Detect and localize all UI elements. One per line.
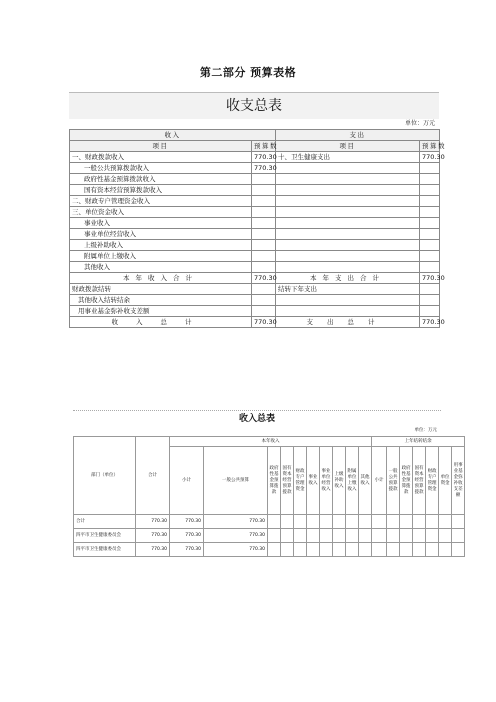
current-year-group: 本年收入 [170, 437, 372, 447]
income-summary-table [73, 410, 463, 552]
total-income-value: 770.30 [252, 317, 276, 328]
empty-cell [307, 529, 320, 543]
empty-cell [346, 543, 359, 557]
income-item-header: 项目 [70, 141, 252, 152]
general-cell: 770.30 [204, 529, 268, 543]
header-row-1 [70, 130, 440, 141]
prior-biz-fund-header: 用事业基金弥补收支差额 [452, 447, 465, 515]
expense-item [276, 240, 420, 251]
empty-cell [426, 529, 439, 543]
expense-item-header: 项目 [276, 141, 420, 152]
expense-item [276, 207, 420, 218]
expense-item [276, 196, 420, 207]
income-value [252, 196, 276, 207]
empty-cell [346, 515, 359, 529]
header-row-1 [74, 437, 465, 447]
total-cell: 770.30 [136, 529, 170, 543]
empty-cell [281, 529, 294, 543]
income-item: 事业单位经营收入 [70, 229, 252, 240]
expense-value [420, 229, 440, 240]
year-income-label: 本年收入合计 [70, 273, 252, 284]
prior-state-capital-header: 国有资本经营预算拨款 [413, 447, 426, 515]
empty-cell [426, 543, 439, 557]
table-row [70, 152, 440, 163]
total-cell: 770.30 [136, 543, 170, 557]
empty-cell [439, 515, 452, 529]
income-item: 附属单位上缴收入 [70, 251, 252, 262]
expense-value [420, 251, 440, 262]
total-cell: 770.30 [136, 515, 170, 529]
expense-item [276, 174, 420, 185]
expense-value [420, 174, 440, 185]
carry-in-1: 财政拨款结转 [70, 284, 252, 295]
income-item: 三、单位资金收入 [70, 207, 252, 218]
empty-cell [439, 529, 452, 543]
empty-cell [359, 543, 372, 557]
prior-general-header: 一般公共预算拨款 [387, 447, 400, 515]
table-row [70, 218, 440, 229]
empty-cell [372, 529, 387, 543]
carry-in-2: 其他收入结转结余 [70, 295, 252, 306]
carry-in-3: 用事业基金弥补收支差额 [70, 306, 252, 317]
empty-cell [268, 529, 281, 543]
fiscal-account-header: 财政专户管理资金 [294, 447, 307, 515]
table-row [74, 515, 465, 529]
budget-summary-table [69, 92, 446, 358]
general-budget-header: 一般公共预算 [204, 447, 268, 515]
empty-cell [320, 515, 333, 529]
empty-cell [359, 529, 372, 543]
table-row [70, 284, 440, 295]
empty-cell [413, 529, 426, 543]
expense-header: 支出 [276, 130, 440, 141]
income-value [252, 229, 276, 240]
table-row [70, 229, 440, 240]
prior-gov-fund-header: 政府性基金预算拨款 [400, 447, 413, 515]
income-value [252, 207, 276, 218]
income-value [252, 262, 276, 273]
table-row [70, 207, 440, 218]
table-row [70, 240, 440, 251]
income-item: 其他收入 [70, 262, 252, 273]
unit-label: 单位：万元 [414, 428, 437, 433]
empty-cell [452, 543, 465, 557]
table-row [70, 295, 440, 306]
income-value [252, 185, 276, 196]
table-title: 收入总表 [73, 410, 441, 427]
prior-fiscal-header: 财政专户管理资金 [426, 447, 439, 515]
expense-item [276, 251, 420, 262]
expense-value [420, 196, 440, 207]
table-title: 收支总表 [69, 92, 439, 119]
year-expense-label: 本年支出合计 [276, 273, 420, 284]
empty-cell [439, 543, 452, 557]
empty-cell [281, 543, 294, 557]
table-row [70, 262, 440, 273]
affiliate-header: 附属单位上缴收入 [346, 447, 359, 515]
dept-header: 部门（单位） [74, 437, 136, 515]
expense-value [420, 163, 440, 174]
business-op-header: 事业单位经营收入 [320, 447, 333, 515]
empty-cell [320, 543, 333, 557]
total-header: 合计 [136, 437, 170, 515]
empty-cell [320, 529, 333, 543]
expense-value [420, 185, 440, 196]
subtotal-cell: 770.30 [170, 515, 204, 529]
subtotal-cell: 770.30 [170, 543, 204, 557]
gov-fund-header: 政府性基金预算拨款 [268, 447, 281, 515]
subtotal-cell: 770.30 [170, 529, 204, 543]
income-header: 收入 [70, 130, 276, 141]
empty-cell [400, 515, 413, 529]
table-row [70, 196, 440, 207]
empty-cell [333, 543, 346, 557]
income-value: 770.30 [252, 163, 276, 174]
expense-budget-header: 预算数 [420, 141, 440, 152]
income-item: 一、财政拨款收入 [70, 152, 252, 163]
expense-item [276, 262, 420, 273]
empty-cell [387, 515, 400, 529]
empty-cell [387, 529, 400, 543]
empty-cell [333, 529, 346, 543]
expense-value [420, 262, 440, 273]
year-total-row [70, 273, 440, 284]
income-item: 国有资本经营预算拨款收入 [70, 185, 252, 196]
empty-cell [268, 515, 281, 529]
unit-label: 单位：万元 [404, 120, 435, 127]
income-value [252, 218, 276, 229]
table-row [70, 174, 440, 185]
table-row [70, 251, 440, 262]
table-row [70, 306, 440, 317]
empty-cell [372, 515, 387, 529]
empty-cell [413, 543, 426, 557]
expense-item [276, 218, 420, 229]
header-row-2 [70, 141, 440, 152]
empty-cell [426, 515, 439, 529]
prior-subtotal-header: 小计 [372, 447, 387, 515]
dept-cell: 四平市卫生健康委员会 [74, 529, 136, 543]
general-cell: 770.30 [204, 515, 268, 529]
page-heading: 第二部分 预算表格 [199, 66, 297, 79]
prior-year-group: 上年结转结余 [372, 437, 465, 447]
income-value: 770.30 [252, 152, 276, 163]
general-cell: 770.30 [204, 543, 268, 557]
expense-value [420, 240, 440, 251]
empty-cell [400, 543, 413, 557]
year-expense-value: 770.30 [420, 273, 440, 284]
expense-value [420, 207, 440, 218]
table-row [74, 529, 465, 543]
income-value [252, 251, 276, 262]
expense-value [420, 218, 440, 229]
dept-cell: 合计 [74, 515, 136, 529]
empty-cell [359, 515, 372, 529]
empty-cell [413, 515, 426, 529]
income-item: 事业收入 [70, 218, 252, 229]
expense-value: 770.30 [420, 152, 440, 163]
expense-item [276, 229, 420, 240]
dept-cell: 四平市卫生健康委员会 [74, 543, 136, 557]
income-item: 政府性基金预算拨款收入 [70, 174, 252, 185]
expense-item [276, 163, 420, 174]
empty-cell [346, 529, 359, 543]
income-item: 一般公共预算拨款收入 [70, 163, 252, 174]
empty-cell [268, 543, 281, 557]
total-income-label: 收入总计 [70, 317, 252, 328]
year-income-value: 770.30 [252, 273, 276, 284]
subtotal-header: 小计 [170, 447, 204, 515]
table-row [70, 163, 440, 174]
table-row [70, 185, 440, 196]
grand-total-row [70, 317, 440, 328]
empty-cell [452, 529, 465, 543]
total-expense-value: 770.30 [420, 317, 440, 328]
expense-item [276, 185, 420, 196]
carry-out: 结转下年支出 [276, 284, 420, 295]
prior-unit-funds-header: 单位资金 [439, 447, 452, 515]
empty-cell [372, 543, 387, 557]
expense-item: 十、卫生健康支出 [276, 152, 420, 163]
table-row [74, 543, 465, 557]
income-value [252, 240, 276, 251]
empty-cell [452, 515, 465, 529]
empty-cell [307, 515, 320, 529]
total-expense-label: 支出总计 [276, 317, 420, 328]
empty-cell [294, 515, 307, 529]
income-budget-header: 预算数 [252, 141, 276, 152]
empty-cell [294, 529, 307, 543]
empty-cell [400, 529, 413, 543]
income-grid [73, 436, 465, 557]
empty-cell [307, 543, 320, 557]
state-capital-header: 国有资本经营预算拨款 [281, 447, 294, 515]
income-value [252, 174, 276, 185]
income-item: 二、财政专户管理资金收入 [70, 196, 252, 207]
summary-grid [69, 129, 446, 328]
business-income-header: 事业收入 [307, 447, 320, 515]
empty-cell [387, 543, 400, 557]
other-income-header: 其他收入 [359, 447, 372, 515]
empty-cell [294, 543, 307, 557]
income-item: 上级补助收入 [70, 240, 252, 251]
empty-cell [281, 515, 294, 529]
upper-subsidy-header: 上级补助收入 [333, 447, 346, 515]
empty-cell [333, 515, 346, 529]
